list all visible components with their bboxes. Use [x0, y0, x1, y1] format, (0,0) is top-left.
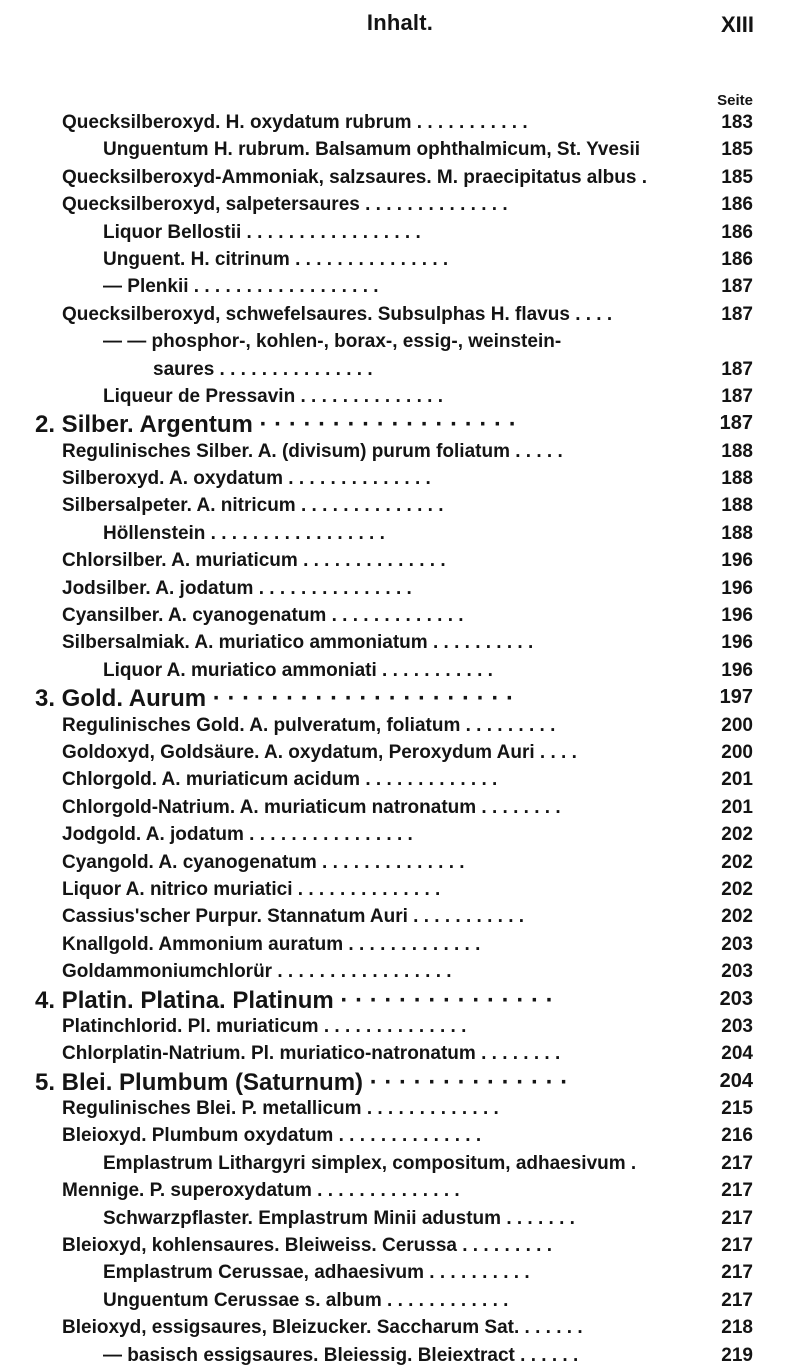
toc-entry	[0, 958, 800, 985]
toc-entry-title: Quecksilberoxyd, salpetersaures . . . . . . . . . . . . . .	[62, 194, 508, 216]
toc-entry-page: 200	[721, 741, 753, 763]
toc-entry-title: Schwarzpflaster. Emplastrum Minii adustum . . . . . . .	[103, 1207, 575, 1229]
toc-entry-page: 203	[721, 933, 753, 955]
toc-entry	[0, 1314, 800, 1341]
toc-entry-title: Platinchlorid. Pl. muriaticum . . . . . . . . . . . . . .	[62, 1015, 467, 1037]
page-number: XIII	[720, 12, 754, 37]
toc-entry-page: 188	[721, 468, 753, 490]
toc-entry-page: 217	[721, 1262, 753, 1284]
toc-entry	[0, 1013, 800, 1040]
toc-entry	[0, 931, 800, 958]
toc-entry-title: saures . . . . . . . . . . . . . . .	[153, 358, 373, 380]
toc-section-heading	[0, 1068, 800, 1095]
toc-entry-title: — — phosphor-, kohlen-, borax-, essig-, weinstein-	[103, 331, 562, 353]
toc-entry	[0, 849, 800, 876]
toc-entry-title: Chlorplatin-Natrium. Pl. muriatico-natronatum . . . . . . . .	[62, 1043, 561, 1065]
toc-entry	[0, 273, 800, 300]
toc-entry-title: Regulinisches Silber. A. (divisum) purum foliatum . . . . .	[62, 440, 563, 462]
toc-entry-title: — Plenkii . . . . . . . . . . . . . . . . . .	[103, 276, 379, 298]
toc-entry	[0, 876, 800, 903]
toc-entry-page: 187	[721, 276, 753, 298]
toc-entry-title: Höllenstein . . . . . . . . . . . . . . . . .	[103, 522, 385, 544]
toc-entry-page: 201	[721, 769, 753, 791]
page-column-label: Seite	[717, 92, 753, 109]
toc-entry-page: 218	[721, 1317, 753, 1339]
toc-entry-page: 183	[721, 112, 753, 133]
toc-entry	[0, 712, 800, 739]
toc-entry	[0, 1342, 800, 1369]
toc-entry-title: Bleioxyd, essigsaures, Bleizucker. Saccharum Sat. . . . . . .	[62, 1317, 583, 1339]
toc-entry-page: 186	[721, 221, 753, 243]
toc-entry	[0, 794, 800, 821]
toc-entry-title: Unguentum Cerussae s. album . . . . . . . . . . . .	[103, 1289, 509, 1311]
toc-entry-title: Liquor A. nitrico muriatici . . . . . . . . . . . . . .	[62, 878, 441, 900]
toc-entry-title: 5. Blei. Plumbum (Saturnum) · · · · · · · · · · · · · ·	[35, 1068, 569, 1096]
toc-entry	[0, 739, 800, 766]
toc-entry-page: 217	[721, 1235, 753, 1257]
toc-entry-title: Chlorgold-Natrium. A. muriaticum natronatum . . . . . . . .	[62, 796, 561, 818]
toc-entry-page: 187	[721, 358, 753, 380]
toc-entry	[0, 219, 800, 246]
toc-entry-page: 197	[719, 686, 753, 709]
toc-entry-title: Bleioxyd. Plumbum oxydatum . . . . . . . . . . . . . .	[62, 1125, 482, 1147]
toc-entry	[0, 164, 800, 191]
toc-entry-title: Liquor A. muriatico ammoniati . . . . . . . . . . .	[103, 659, 493, 681]
toc-entry-page: 196	[721, 632, 753, 654]
toc-entry-title: Chlorgold. A. muriaticum acidum . . . . . . . . . . . . .	[62, 769, 498, 791]
toc-entry-title: Silbersalpeter. A. nitricum . . . . . . . . . . . . . .	[62, 495, 444, 517]
toc-entry-page: 217	[721, 1152, 753, 1174]
toc-entry	[0, 1259, 800, 1286]
toc-entry-page: 185	[721, 139, 753, 161]
toc-entry	[0, 602, 800, 629]
toc-entry-title: Regulinisches Gold. A. pulveratum, foliatum . . . . . . . . .	[62, 714, 556, 736]
toc-entry-page: 201	[721, 796, 753, 818]
toc-entry-title: Regulinisches Blei. P. metallicum . . . . . . . . . . . . .	[62, 1098, 499, 1120]
toc-entry-page: 217	[721, 1207, 753, 1229]
toc-entry-title: Bleioxyd, kohlensaures. Bleiweiss. Cerussa . . . . . . . . .	[62, 1235, 552, 1257]
toc-entry-page: 186	[721, 248, 753, 270]
toc-entry-page: 217	[721, 1289, 753, 1311]
toc-entry-title: Liquor Bellostii . . . . . . . . . . . . . . . . .	[103, 221, 421, 243]
toc-entry-page: 187	[721, 303, 753, 325]
toc-entry-title: Cyansilber. A. cyanogenatum . . . . . . . . . . . . .	[62, 605, 464, 627]
toc-entry	[0, 1095, 800, 1122]
toc-entry-page: 200	[721, 714, 753, 736]
toc-entry-title: Emplastrum Lithargyri simplex, compositum, adhaesivum .	[103, 1152, 637, 1174]
toc-entry	[0, 1040, 800, 1067]
toc-entry-page: 204	[719, 1069, 753, 1092]
toc-entry-page: 203	[721, 961, 753, 983]
toc-entry-title: Unguent. H. citrinum . . . . . . . . . . . . . . .	[103, 248, 449, 270]
toc-entry	[0, 1205, 800, 1232]
toc-entry	[0, 465, 800, 492]
toc-entry-title: Mennige. P. superoxydatum . . . . . . . . . . . . . .	[62, 1180, 460, 1202]
toc-entry	[0, 136, 800, 163]
toc-entry-title: Goldoxyd, Goldsäure. A. oxydatum, Peroxydum Auri . . . .	[62, 741, 577, 763]
toc-entry	[0, 575, 800, 602]
toc-entry-title: Silbersalmiak. A. muriatico ammoniatum . . . . . . . . . .	[62, 632, 534, 654]
toc-entry-page: 203	[719, 987, 753, 1010]
toc-entry	[0, 766, 800, 793]
toc-entry	[0, 328, 800, 355]
toc-entry-title: Liqueur de Pressavin . . . . . . . . . . . . . .	[103, 385, 443, 407]
toc-entry-page: 196	[721, 659, 753, 681]
toc-entry-page: 202	[721, 851, 753, 873]
toc-section-heading	[0, 986, 800, 1013]
toc-entry	[0, 301, 800, 328]
toc-entry-title: Knallgold. Ammonium auratum . . . . . . . . . . . . .	[62, 933, 481, 955]
toc-entry-title: — basisch essigsaures. Bleiessig. Bleiextract . . . . . .	[103, 1344, 579, 1366]
toc-entry-title: Quecksilberoxyd. H. oxydatum rubrum . . . . . . . . . . .	[62, 112, 528, 133]
toc-entry	[0, 492, 800, 519]
toc-entry-page: 217	[721, 1180, 753, 1202]
table-of-contents	[0, 109, 800, 1369]
toc-entry-page: 219	[721, 1344, 753, 1366]
toc-section-heading	[0, 684, 800, 711]
toc-entry-title: Jodsilber. A. jodatum . . . . . . . . . . . . . . .	[62, 577, 412, 599]
toc-entry	[0, 383, 800, 410]
toc-entry	[0, 1177, 800, 1204]
toc-entry-title: Quecksilberoxyd, schwefelsaures. Subsulphas H. flavus . . . .	[62, 303, 613, 325]
toc-entry-page: 196	[721, 550, 753, 572]
toc-entry-page: 188	[721, 522, 753, 544]
toc-entry-page: 188	[721, 495, 753, 517]
toc-entry	[0, 246, 800, 273]
toc-entry-title: 4. Platin. Platina. Platinum · · · · · · · · · · · · · · ·	[35, 986, 554, 1014]
toc-entry-page: 202	[721, 906, 753, 928]
toc-entry	[0, 191, 800, 218]
toc-entry-title: Cyangold. A. cyanogenatum . . . . . . . . . . . . . .	[62, 851, 465, 873]
toc-entry-title: Emplastrum Cerussae, adhaesivum . . . . . . . . . .	[103, 1262, 530, 1284]
page-header	[0, 10, 800, 54]
toc-entry-title: Silberoxyd. A. oxydatum . . . . . . . . . . . . . .	[62, 468, 431, 490]
toc-entry	[0, 629, 800, 656]
toc-section-heading	[0, 410, 800, 437]
toc-entry-title: Quecksilberoxyd-Ammoniak, salzsaures. M. praecipitatus albus .	[62, 166, 647, 188]
toc-entry	[0, 1122, 800, 1149]
toc-entry	[0, 520, 800, 547]
toc-entry-page: 216	[721, 1125, 753, 1147]
running-title: Inhalt.	[366, 10, 434, 35]
toc-entry-title: Goldammoniumchlorür . . . . . . . . . . . . . . . . .	[62, 961, 452, 983]
toc-entry-title: Chlorsilber. A. muriaticum . . . . . . . . . . . . . .	[62, 550, 446, 572]
toc-entry	[0, 109, 800, 136]
toc-entry	[0, 356, 800, 383]
toc-entry-page: 202	[721, 878, 753, 900]
toc-entry-page: 186	[721, 194, 753, 216]
toc-entry	[0, 1232, 800, 1259]
toc-entry-page: 196	[721, 577, 753, 599]
toc-entry-page: 188	[721, 440, 753, 462]
toc-entry	[0, 903, 800, 930]
toc-entry-page: 202	[721, 824, 753, 846]
toc-entry-page: 215	[721, 1098, 753, 1120]
toc-entry	[0, 547, 800, 574]
toc-entry	[0, 821, 800, 848]
toc-entry	[0, 657, 800, 684]
toc-entry-page: 185	[721, 166, 753, 188]
toc-entry-title: 2. Silber. Argentum · · · · · · · · · · · · · · · · · ·	[35, 411, 517, 439]
toc-entry-title: Cassius'scher Purpur. Stannatum Auri . . . . . . . . . . .	[62, 906, 525, 928]
toc-entry	[0, 1150, 800, 1177]
toc-entry-title: Unguentum H. rubrum. Balsamum ophthalmicum, St. Yvesii	[103, 139, 641, 161]
toc-entry-page: 196	[721, 605, 753, 627]
toc-entry	[0, 438, 800, 465]
toc-entry-page: 203	[721, 1015, 753, 1037]
toc-entry-title: 3. Gold. Aurum · · · · · · · · · · · · · · · · · · · · ·	[35, 685, 514, 713]
toc-entry	[0, 1287, 800, 1314]
toc-entry-page: 204	[721, 1043, 753, 1065]
toc-entry-page: 187	[719, 412, 753, 435]
toc-entry-page: 187	[721, 385, 753, 407]
toc-entry-title: Jodgold. A. jodatum . . . . . . . . . . . . . . . .	[62, 824, 413, 846]
